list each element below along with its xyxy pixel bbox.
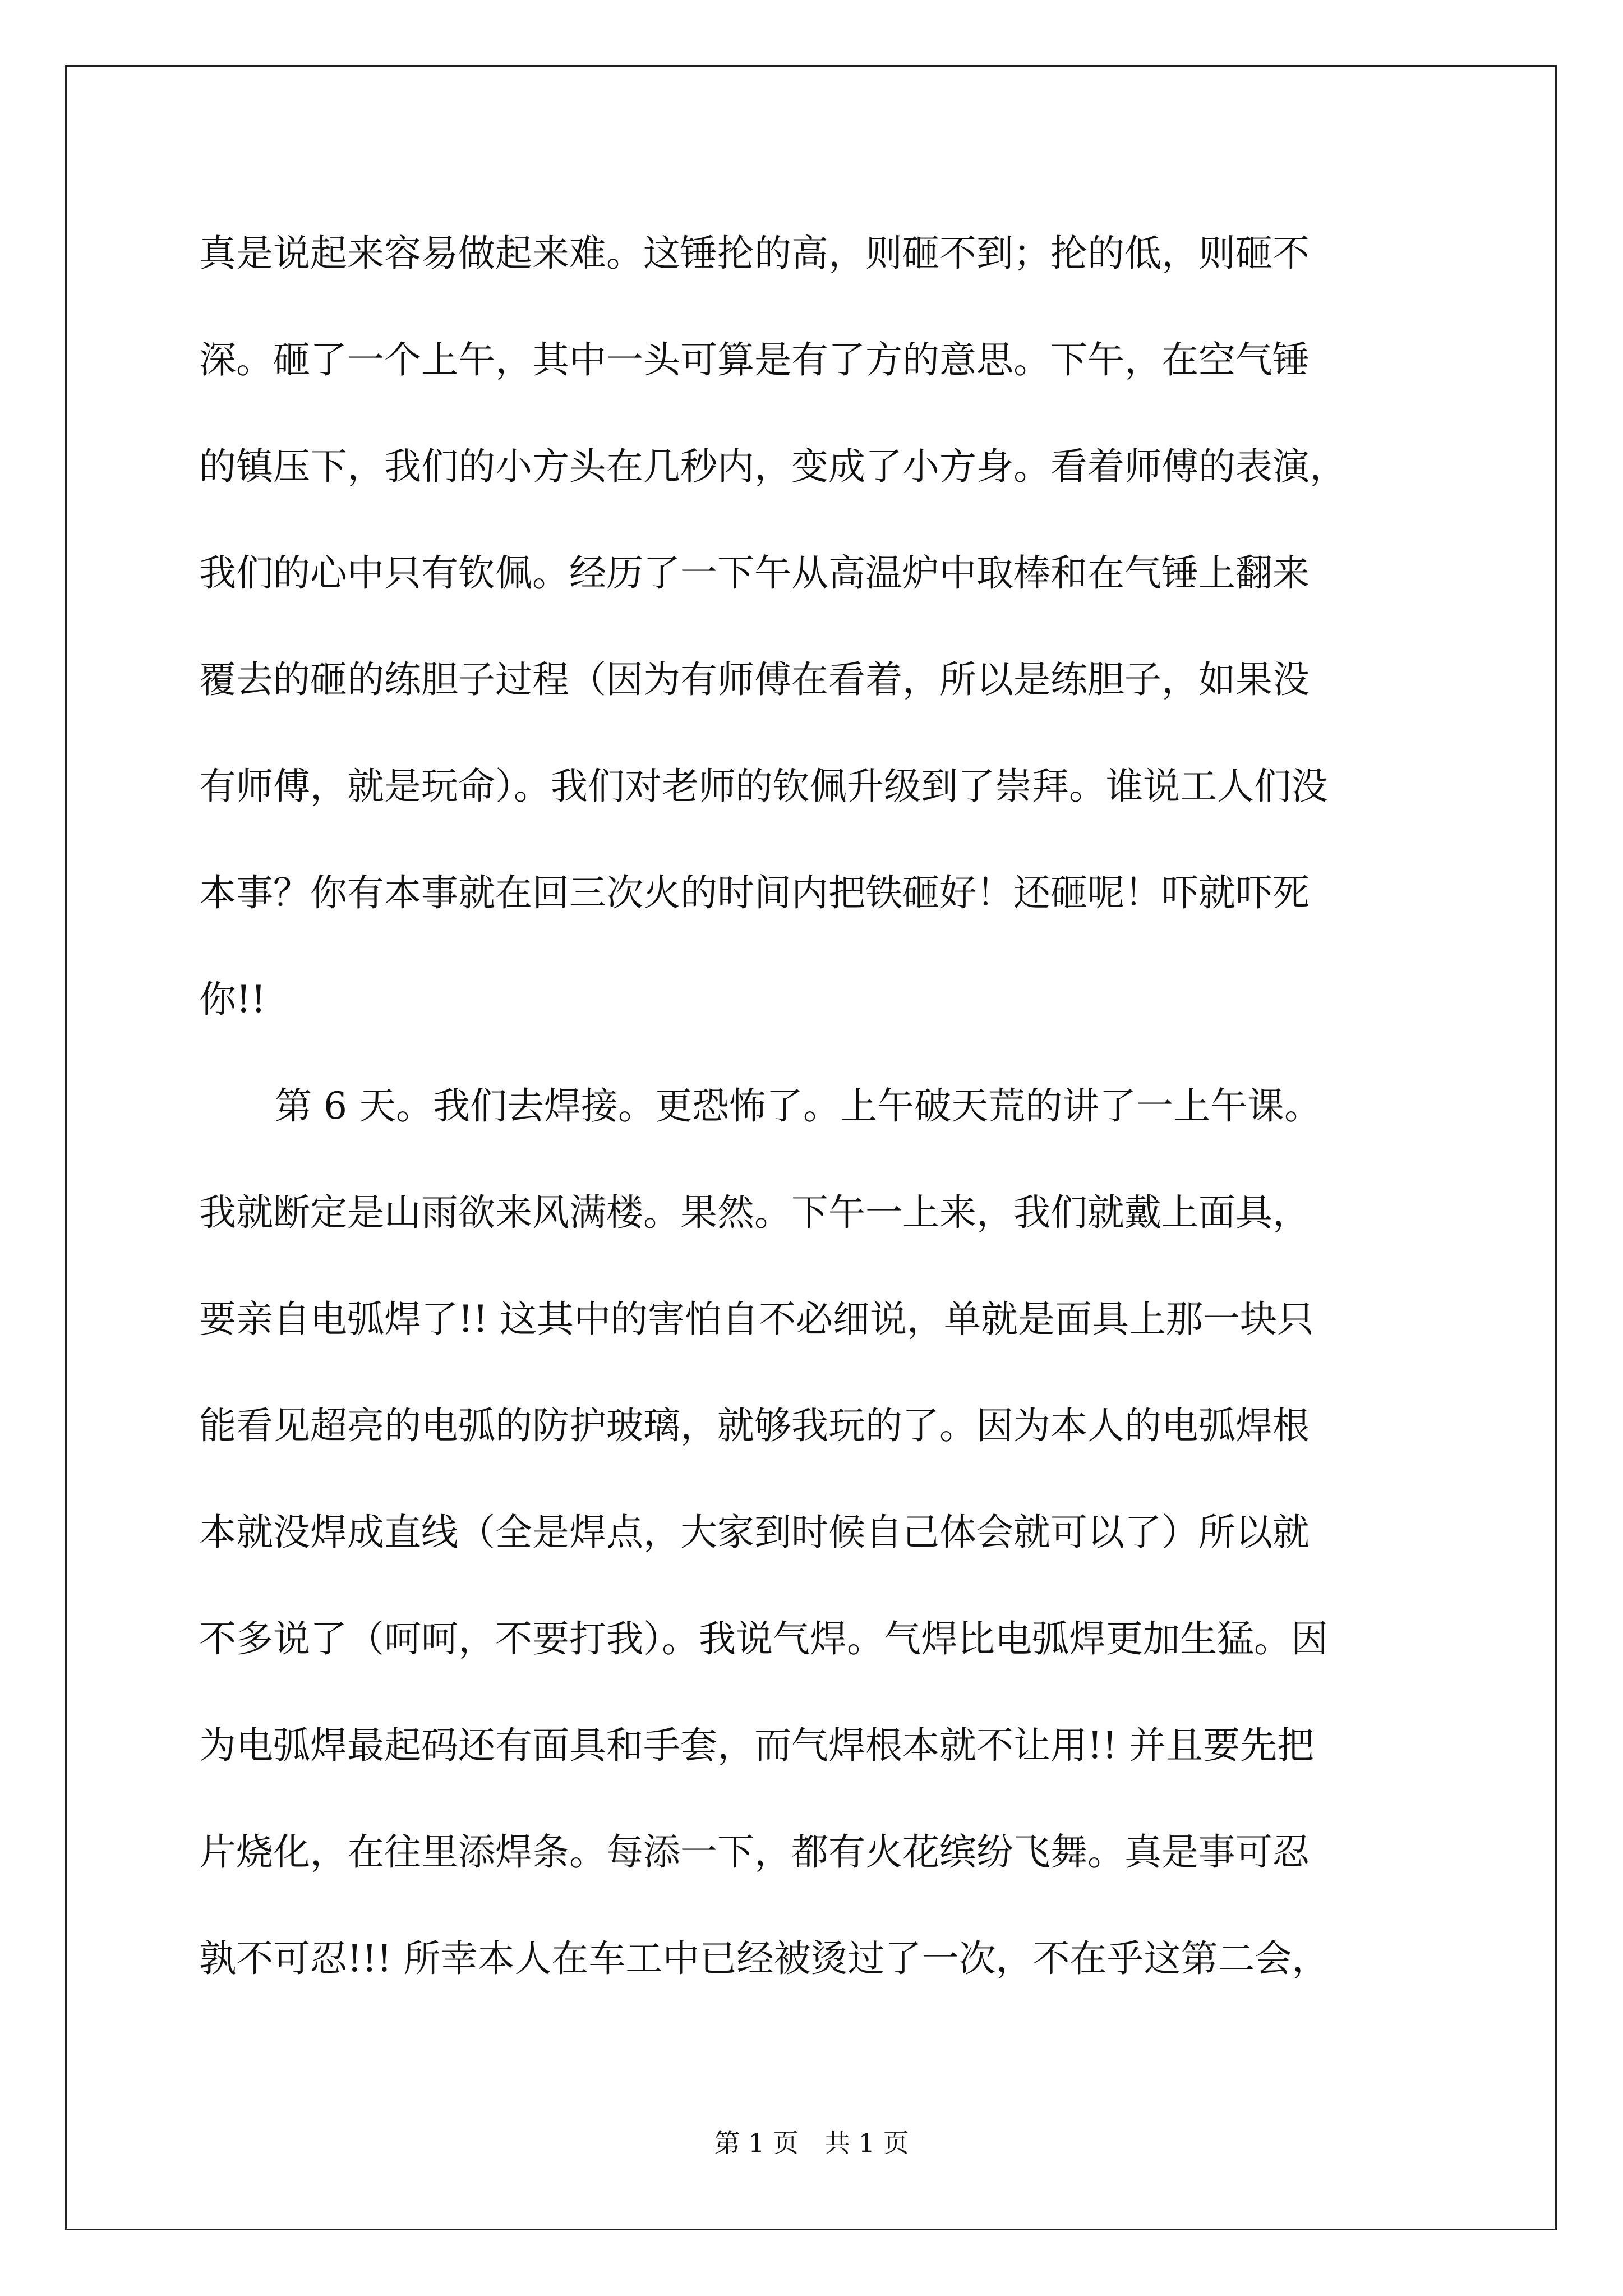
text-line: 我们的心中只有钦佩。经历了一下午从高温炉中取棒和在气锤上翻来 (199, 551, 1310, 595)
text-line: 孰不可忍!!! 所幸本人在车工中已经被烫过了一次，不在乎这第二会， (199, 1937, 1329, 1980)
text-line: 为电弧焊最起码还有面具和手套，而气焊根本就不让用!! 并且要先把 (199, 1724, 1315, 1767)
page-border (65, 65, 1557, 2230)
text-line: 深。砸了一个上午，其中一头可算是有了方的意思。下午，在空气锤 (199, 338, 1310, 381)
text-line: 你!! (199, 978, 266, 1021)
paragraph-first-line: 第 6 天。我们去焊接。更恐怖了。上午破天荒的讲了一上午课。 (275, 1084, 1321, 1128)
text-line: 本事？你有本事就在回三次火的时间内把铁砸好！还砸呢！吓就吓死 (199, 871, 1310, 914)
text-line: 有师傅，就是玩命）。我们对老师的钦佩升级到了崇拜。谁说工人们没 (199, 765, 1328, 808)
text-line: 能看见超亮的电弧的防护玻璃，就够我玩的了。因为本人的电弧焊根 (199, 1404, 1310, 1447)
text-line: 片烧化，在往里添焊条。每添一下，都有火花缤纷飞舞。真是事可忍 (199, 1830, 1310, 1874)
text-line: 真是说起来容易做起来难。这锤抡的高，则砸不到；抡的低，则砸不 (199, 232, 1310, 275)
text-line: 的镇压下，我们的小方头在几秒内，变成了小方身。看着师傅的表演， (199, 445, 1347, 488)
text-line: 要亲自电弧焊了!! 这其中的害怕自不必细说，单就是面具上那一块只 (199, 1297, 1315, 1341)
text-line: 不多说了（呵呵，不要打我）。我说气焊。气焊比电弧焊更加生猛。因 (199, 1617, 1328, 1660)
text-line: 本就没焊成直线（全是焊点，大家到时候自己体会就可以了）所以就 (199, 1511, 1310, 1554)
text-line: 覆去的砸的练胆子过程（因为有师傅在看着，所以是练胆子，如果没 (199, 658, 1310, 701)
text-line: 我就断定是山雨欲来风满楼。果然。下午一上来，我们就戴上面具， (199, 1191, 1310, 1234)
page-footer: 第 1 页 共 1 页 (714, 2128, 909, 2158)
